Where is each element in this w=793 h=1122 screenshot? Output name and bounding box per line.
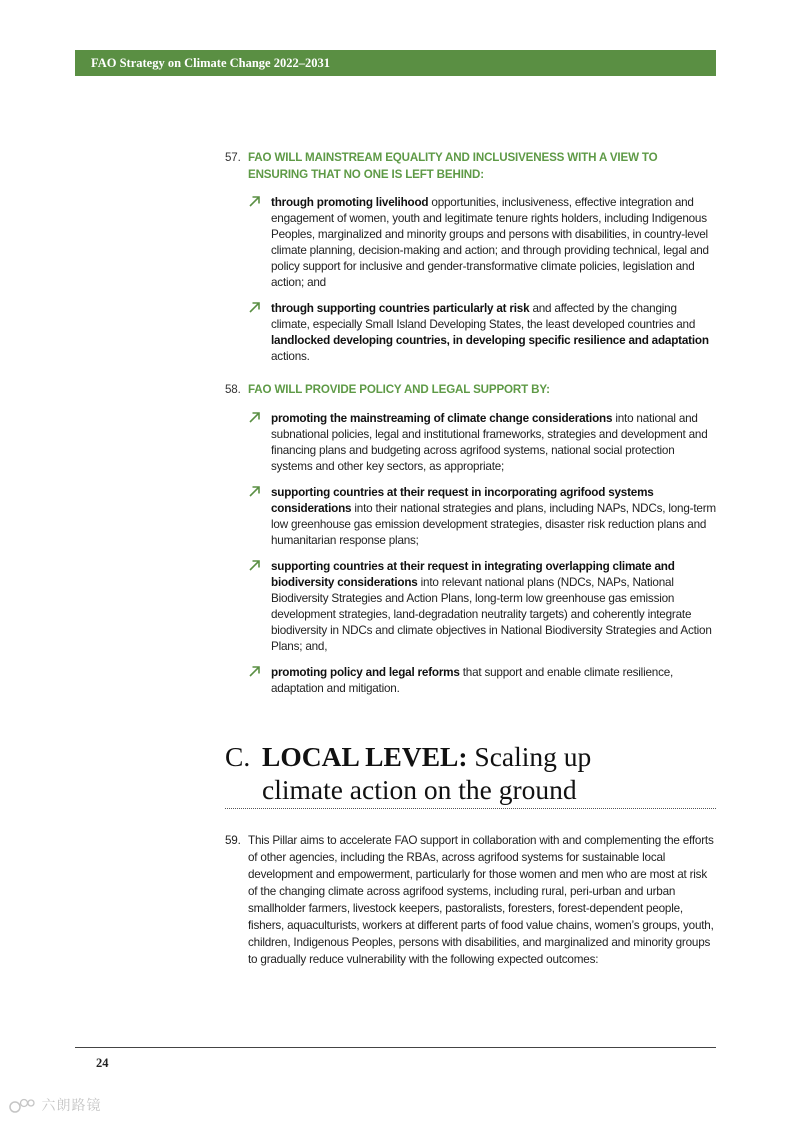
bullet-bold-lead: through promoting livelihood <box>271 196 429 209</box>
item-57 <box>225 150 717 375</box>
bullet-bold-lead: promoting policy and legal reforms <box>271 665 460 679</box>
section-title-line-1 <box>262 740 591 773</box>
item-58-heading-text: FAO WILL PROVIDE POLICY AND LEGAL SUPPORT BY: <box>248 383 550 396</box>
arrow-up-right-icon <box>248 665 261 678</box>
item-59 <box>225 832 717 968</box>
list-item <box>225 559 717 655</box>
bullet-text: into relevant national plans (NDCs, NAPs, National Biodiversity Strategies and Action Plans, long-term low greenhouse gas emission development strategies, land-degradation neutrality targets) and coherently integrate biodiversity in NDCs and climate objectives in National Biodiversity Strategies and Action Plans; and, <box>271 575 712 653</box>
running-header <box>75 50 716 76</box>
watermark <box>8 1095 101 1119</box>
item-58-number: 58. <box>225 383 241 396</box>
section-title-bold: LOCAL LEVEL: <box>262 741 468 772</box>
section-title-rest: Scaling up <box>467 741 592 772</box>
running-header-title: FAO Strategy on Climate Change 2022–2031 <box>91 56 330 70</box>
section-c-title <box>225 738 716 809</box>
list-item <box>225 485 717 549</box>
bullet-bold-lead: through supporting countries particularly at risk <box>271 302 530 315</box>
bullet-text: into national and subnational policies, legal and institutional frameworks, strategies and development and financing plans and budgeting across agrifood systems, national social protection systems and other key sectors, as appropriate; <box>271 411 708 473</box>
item-59-number: 59. <box>225 834 241 847</box>
list-item <box>225 411 717 475</box>
footer-rule <box>75 1047 716 1048</box>
bullet-text: opportunities, inclusiveness, effective integration and engagement of women, youth and legitimate tenure rights holders, including Indigenous Peoples, marginalized and minority groups and persons with disabilities, in country-level climate planning, decision-making and action; and through providing technical, legal and policy support for inclusive and gender-transformative climate policies, legislation and action; and <box>271 196 709 289</box>
bullet-text-end: actions. <box>271 350 310 363</box>
section-title-line-2: climate action on the ground <box>262 774 577 805</box>
arrow-up-right-icon <box>248 301 261 314</box>
section-letter: C. <box>225 741 251 772</box>
item-58 <box>225 382 717 707</box>
watermark-logo-icon <box>8 1097 36 1115</box>
list-item <box>225 301 717 365</box>
list-item <box>225 195 717 291</box>
item-57-heading-text: FAO WILL MAINSTREAM EQUALITY AND INCLUSIVENESS WITH A VIEW TO ENSURING THAT NO ONE IS LEFT BEHIND: <box>248 151 658 181</box>
item-58-bullet-list <box>225 411 717 697</box>
arrow-up-right-icon <box>248 195 261 208</box>
arrow-up-right-icon <box>248 485 261 498</box>
arrow-up-right-icon <box>248 411 261 424</box>
bullet-text: into their national strategies and plans, including NAPs, NDCs, long-term low greenhouse gas emission development strategies, disaster risk reduction plans and humanitarian response plans; <box>271 501 716 547</box>
list-item <box>225 665 717 697</box>
item-57-number: 57. <box>225 151 241 164</box>
bullet-bold-inline: landlocked developing countries, in developing specific resilience and adaptation <box>271 334 709 347</box>
item-58-heading <box>225 382 717 399</box>
item-59-text: This Pillar aims to accelerate FAO support in collaboration with and complementing the efforts of other agencies, including the RBAs, across agrifood systems for sustainable local development and empowerment, particularly for those women and men who are most at risk of the changing climate across agrifood systems, including rural, peri-urban and urban smallholder farmers, livestock keepers, pastoralists, foresters, forest-dependent people, fishers, aquaculturists, workers at different parts of food value chains, women’s groups, youth, children, Indigenous Peoples, persons with disabilities, and marginalized and minority groups to gradually reduce vulnerability with the following expected outcomes: <box>248 834 714 966</box>
bullet-bold-lead: supporting countries at their request in incorporating agrifood systems considerations <box>271 485 654 515</box>
bullet-text: and affected by the changing climate, especially Small Island Developing States, the least developed countries and <box>271 302 696 331</box>
item-57-bullet-list <box>225 195 717 365</box>
bullet-text: that support and enable climate resilience, adaptation and mitigation. <box>271 665 674 695</box>
watermark-text: 六朗路镜 <box>41 1098 102 1114</box>
arrow-up-right-icon <box>248 559 261 572</box>
page-number: 24 <box>96 1056 109 1070</box>
bullet-bold-lead: supporting countries at their request in integrating overlapping climate and biodiversity considerations <box>271 559 675 589</box>
bullet-bold-lead: promoting the mainstreaming of climate change considerations <box>271 411 613 425</box>
item-57-heading <box>225 150 717 183</box>
